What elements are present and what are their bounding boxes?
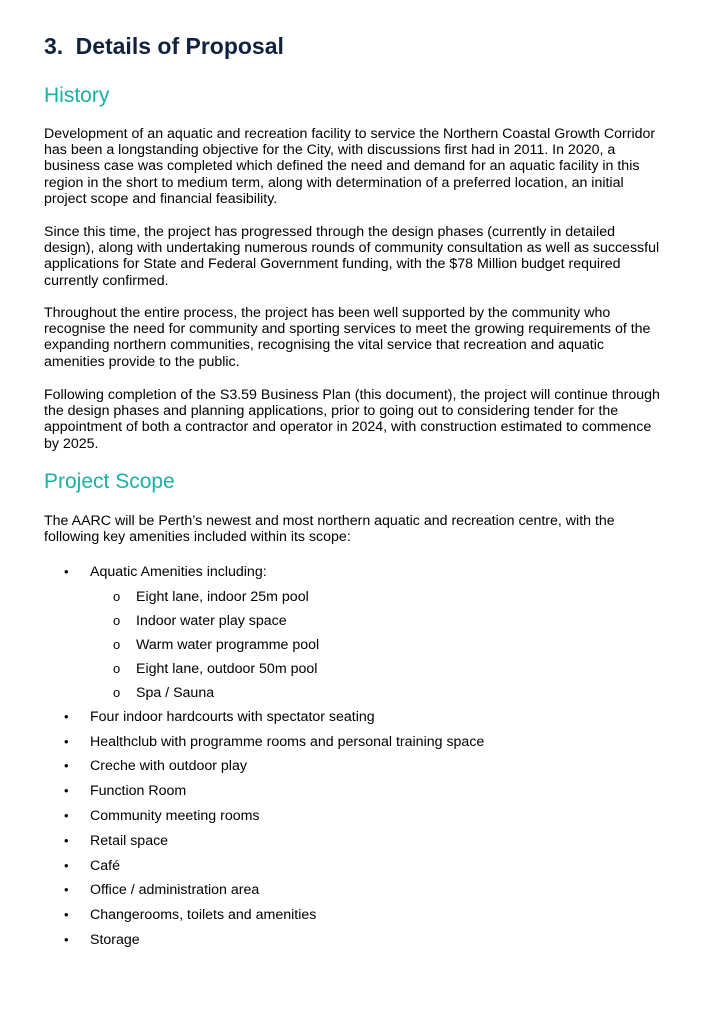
history-paragraph-3: Throughout the entire process, the project has been well supported by the community who recognise the need for community and sporting services to meet the growing requirements of the expanding northern communities, recognising the vital service that recreation and aquatic amenities provide to the public. xyxy=(44,305,651,370)
list-item xyxy=(44,779,664,804)
list-item-label: Office / administration area xyxy=(90,882,260,899)
hollow-bullet-icon: o xyxy=(113,684,121,700)
sub-list-item xyxy=(44,681,664,705)
hollow-bullet-icon: o xyxy=(113,588,121,604)
bullet-icon: • xyxy=(64,832,69,848)
list-item-label: Healthclub with programme rooms and personal training space xyxy=(90,733,485,750)
list-item xyxy=(44,854,664,879)
hollow-bullet-icon: o xyxy=(113,612,121,628)
list-item xyxy=(44,705,664,730)
section-title: Details of Proposal xyxy=(75,33,284,59)
list-item-label: Four indoor hardcourts with spectator seating xyxy=(90,708,375,725)
section-heading xyxy=(44,33,284,60)
history-paragraph-2: Since this time, the project has progressed through the design phases (currently in detailed design), along with undertaking numerous rounds of community consultation as well as successful applications for State and Federal Government funding, with the $78 Million budget required currently confirmed. xyxy=(44,224,660,289)
bullet-icon: • xyxy=(64,783,69,799)
bullet-icon: • xyxy=(64,564,69,579)
list-item-label: Aquatic Amenities including: xyxy=(90,564,267,580)
bullet-icon: • xyxy=(64,807,69,823)
list-item xyxy=(44,730,664,755)
list-item xyxy=(44,560,664,585)
bullet-icon: • xyxy=(64,758,69,774)
sub-list-item xyxy=(44,609,664,633)
bullet-icon: • xyxy=(64,907,69,923)
list-item-label: Community meeting rooms xyxy=(90,807,260,824)
list-item-label: Changerooms, toilets and amenities xyxy=(90,907,317,924)
bullet-icon: • xyxy=(64,733,69,749)
history-paragraph-4: Following completion of the S3.59 Business Plan (this document), the project will continue through the design phases and planning applications, prior to going out to considering tender for the appointment of both a contractor and operator in 2024, with construction estimated to commence by 2025. xyxy=(44,387,660,452)
hollow-bullet-icon: o xyxy=(113,660,121,676)
sub-list-item xyxy=(44,633,664,657)
list-item xyxy=(44,829,664,854)
project-scope-heading: Project Scope xyxy=(44,470,175,493)
list-item-label: Retail space xyxy=(90,832,169,849)
sub-list-item-label: Eight lane, indoor 25m pool xyxy=(136,588,309,605)
section-number: 3. xyxy=(44,33,64,59)
bullet-icon: • xyxy=(64,882,69,898)
list-item xyxy=(44,754,664,779)
list-item xyxy=(44,878,664,903)
project-scope-intro: The AARC will be Perth’s newest and most northern aquatic and recreation centre, with the following key amenities included within its scope: xyxy=(44,513,615,546)
bullet-icon: • xyxy=(64,857,69,873)
list-item xyxy=(44,903,664,928)
history-heading: History xyxy=(44,84,110,107)
sub-list-item-label: Eight lane, outdoor 50m pool xyxy=(136,660,318,677)
sub-list-item xyxy=(44,585,664,609)
list-item-label: Function Room xyxy=(90,783,187,800)
sub-list-item-label: Indoor water play space xyxy=(136,612,287,629)
list-item xyxy=(44,804,664,829)
list-item-label: Storage xyxy=(90,931,140,948)
hollow-bullet-icon: o xyxy=(113,636,121,652)
sub-list-item-label: Spa / Sauna xyxy=(136,684,215,701)
list-item-label: Creche with outdoor play xyxy=(90,758,247,775)
sub-list-item xyxy=(44,657,664,681)
list-item-label: Café xyxy=(90,857,120,874)
amenities-list xyxy=(44,560,664,953)
history-paragraph-1: Development of an aquatic and recreation facility to service the Northern Coastal Growth Corridor has been a longstanding objective for the City, with discussions first had in 2011. In 2020, a business case was completed which defined the need and demand for an aquatic facility in this region in the short to medium term, along with determination of a preferred location, an initial project scope and financial feasibility. xyxy=(44,126,656,207)
list-item xyxy=(44,928,664,953)
sub-list-item-label: Warm water programme pool xyxy=(136,636,320,653)
bullet-icon: • xyxy=(64,931,69,947)
bullet-icon: • xyxy=(64,708,69,724)
